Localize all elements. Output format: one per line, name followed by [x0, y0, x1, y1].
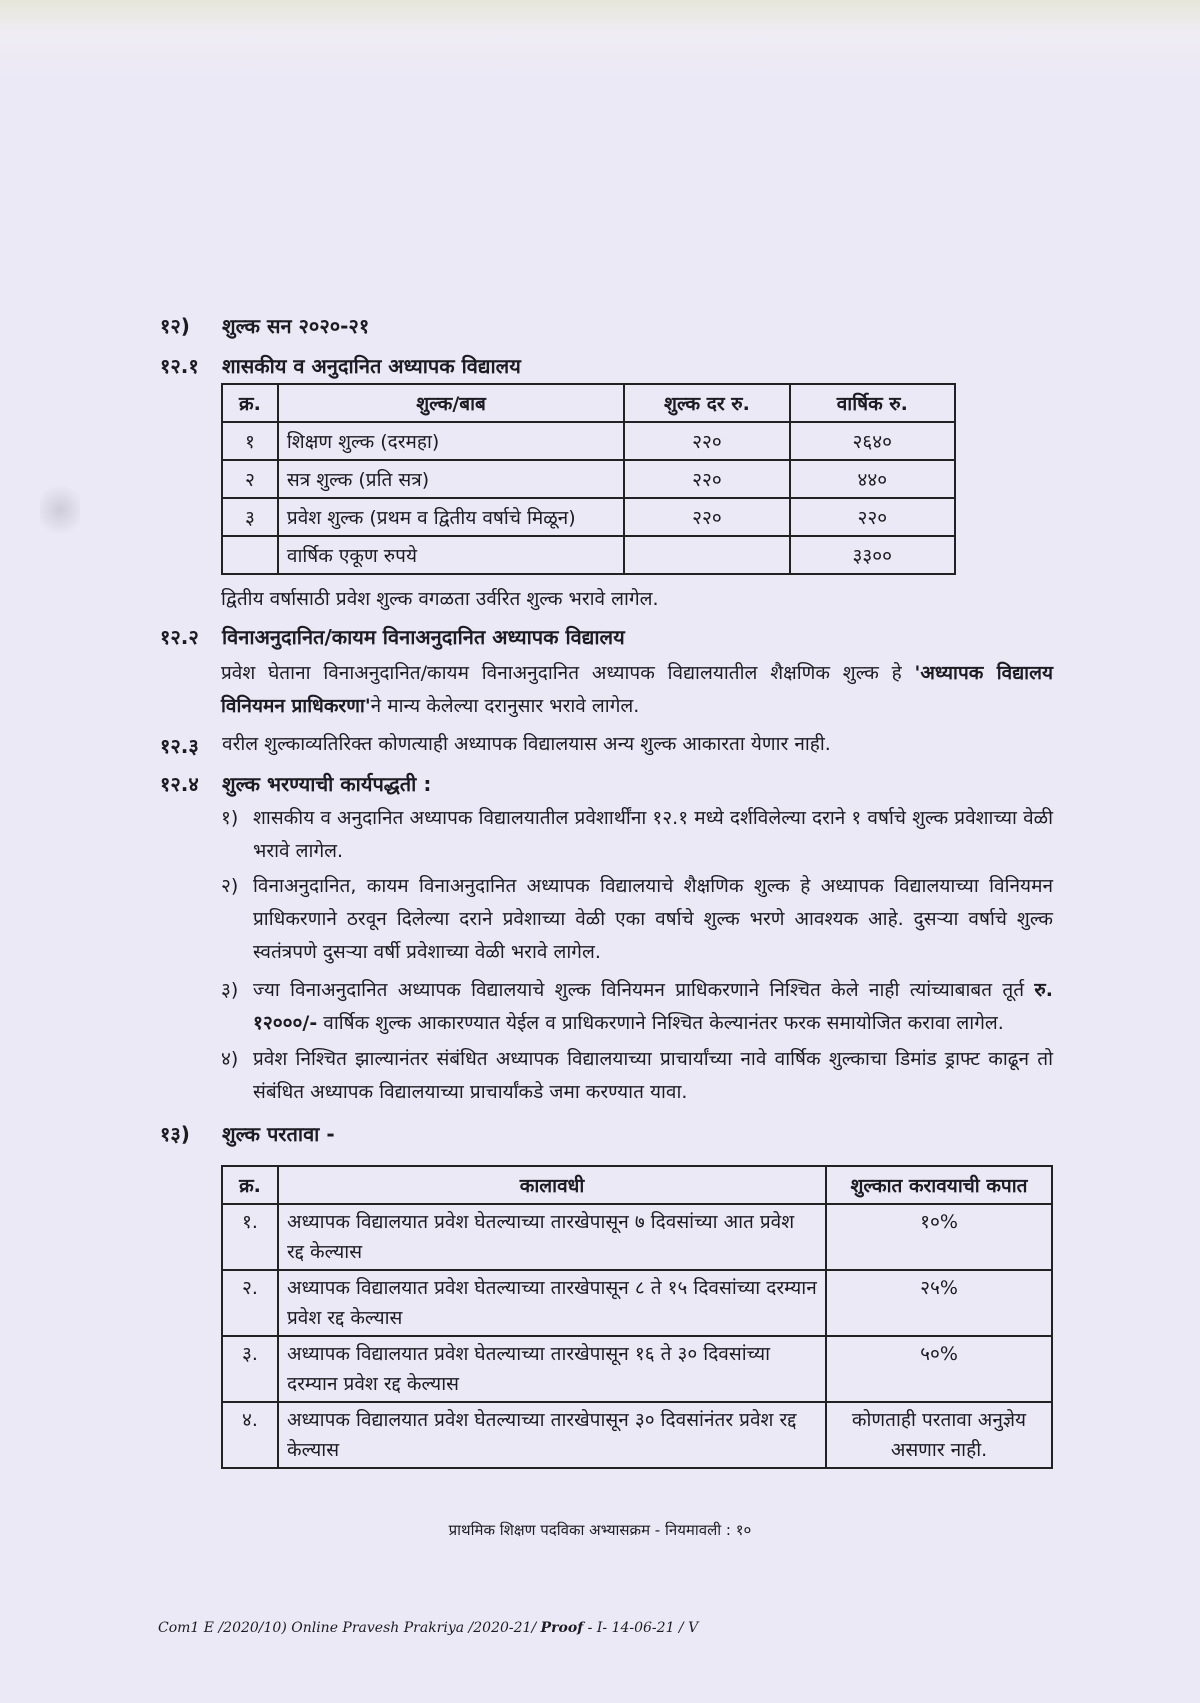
refund-cell: २. [222, 1270, 278, 1336]
table-row [222, 1204, 1052, 1270]
list-item [253, 974, 1053, 1040]
text-part: प्रवेश घेताना विनाअनुदानित/कायम विनाअनुदानित अध्यापक विद्यालयातील शैक्षणिक शुल्क हे [221, 662, 915, 684]
refund-cell: ५०% [826, 1336, 1052, 1402]
section-13-number: १३) [160, 1122, 190, 1146]
fee-cell [222, 536, 278, 574]
section-12-3-text: वरील शुल्काव्यतिरिक्त कोणत्याही अध्यापक विद्यालयास अन्य शुल्क आकारता येणार नाही. [222, 733, 831, 755]
table-row [222, 1336, 1052, 1402]
section-12-3-number: १२.३ [160, 734, 199, 758]
table-row [222, 422, 955, 460]
section-12-2-text [221, 657, 1053, 723]
table-row [222, 1402, 1052, 1468]
list-item-number: १) [221, 807, 239, 829]
fee-table-header-row [222, 384, 955, 422]
table-row [222, 460, 955, 498]
refund-table-header-row [222, 1166, 1052, 1204]
fee-cell: ३ [222, 498, 278, 536]
authority-name: 'अध्यापक विद्यालय विनियमन प्राधिकरणा' [221, 662, 1053, 717]
fee-cell: ३३०० [790, 536, 955, 574]
fee-cell: २ [222, 460, 278, 498]
refund-cell: अध्यापक विद्यालयात प्रवेश घेतल्याच्या तारखेपासून ७ दिवसांच्या आत प्रवेश रद्द केल्यास [278, 1204, 826, 1270]
fee-cell: १ [222, 422, 278, 460]
refund-cell: १०% [826, 1204, 1052, 1270]
fee-cell [624, 536, 789, 574]
section-12-4-title: शुल्क भरण्याची कार्यपद्धती : [222, 772, 432, 796]
list-item-number: २) [221, 875, 239, 897]
list-item: विनाअनुदानित, कायम विनाअनुदानित अध्यापक विद्यालयाचे शैक्षणिक शुल्क हे अध्यापक विद्यालयाच्या विनियमन प्राधिकरणाने ठरवून दिलेल्या दराने प्रवेशाच्या वेळी एका वर्षाचे शुल्क भरणे आवश्यक आहे. दुसऱ्या वर्षाचे शुल्क स्वतंत्रपणे दुसऱ्या वर्षी प्रवेशाच्या वेळी भरावे लागेल. [253, 875, 1053, 963]
refund-table [221, 1165, 1053, 1469]
list-item: शासकीय व अनुदानित अध्यापक विद्यालयातील प्रवेशार्थींना १२.१ मध्ये दर्शविलेल्या दराने १ वर्षाचे शुल्क प्रवेशाच्या वेळी भरावे लागेल. [253, 807, 1053, 862]
proof-label: Proof [540, 1620, 584, 1636]
fee-table [221, 383, 956, 575]
refund-cell: अध्यापक विद्यालयात प्रवेश घेतल्याच्या तारखेपासून ३० दिवसांनंतर प्रवेश रद्द केल्यास [278, 1402, 826, 1468]
fee-amount: रु. १२०००/- [253, 979, 1053, 1034]
text-part: Com1 E /2020/10) Online Pravesh Prakriya /2020-21/ [158, 1620, 541, 1636]
table-row [222, 498, 955, 536]
fee-table-header: शुल्क दर रु. [624, 384, 789, 422]
refund-cell: १. [222, 1204, 278, 1270]
refund-cell: अध्यापक विद्यालयात प्रवेश घेतल्याच्या तारखेपासून ८ ते १५ दिवसांच्या दरम्यान प्रवेश रद्द केल्यास [278, 1270, 826, 1336]
fee-table-header: वार्षिक रु. [790, 384, 955, 422]
section-12-1-title: शासकीय व अनुदानित अध्यापक विद्यालय [222, 354, 521, 378]
fee-cell: २२० [624, 422, 789, 460]
refund-cell: कोणताही परतावा अनुज्ञेय असणार नाही. [826, 1402, 1052, 1468]
refund-table-header: क्र. [222, 1166, 278, 1204]
table-row-total [222, 536, 955, 574]
refund-cell: २५% [826, 1270, 1052, 1336]
section-12-number: १२) [160, 314, 190, 338]
refund-cell: ४. [222, 1402, 278, 1468]
list-item: प्रवेश निश्चित झाल्यानंतर संबंधित अध्यापक विद्यालयाच्या प्राचार्यांच्या नावे वार्षिक शुल्काचा डिमांड ड्राफ्ट काढून तो संबंधित अध्यापक विद्यालयाच्या प्राचार्यांकडे जमा करण्यात यावा. [253, 1048, 1053, 1103]
refund-table-header: कालावधी [278, 1166, 826, 1204]
refund-cell: अध्यापक विद्यालयात प्रवेश घेतल्याच्या तारखेपासून १६ ते ३० दिवसांच्या दरम्यान प्रवेश रद्द केल्यास [278, 1336, 826, 1402]
page-footer: प्राथमिक शिक्षण पदविका अभ्यासक्रम - नियमावली : १० [448, 1521, 752, 1539]
proof-line [158, 1620, 698, 1636]
fee-cell: २२० [624, 498, 789, 536]
list-item-number: ३) [221, 979, 239, 1001]
refund-table-header: शुल्कात करावयाची कपात [826, 1166, 1052, 1204]
fee-cell: सत्र शुल्क (प्रति सत्र) [278, 460, 624, 498]
section-12-2-number: १२.२ [160, 625, 199, 649]
fee-table-note: द्वितीय वर्षासाठी प्रवेश शुल्क वगळता उर्वरित शुल्क भरावे लागेल. [221, 588, 659, 610]
refund-cell: ३. [222, 1336, 278, 1402]
section-13-title: शुल्क परतावा - [222, 1122, 335, 1146]
text-part: - I- 14-06-21 / V [583, 1620, 699, 1636]
section-12-4-number: १२.४ [160, 772, 199, 796]
text-part: वार्षिक शुल्क आकारण्यात येईल व प्राधिकरणाने निश्चित केल्यानंतर फरक समायोजित करावा लागेल. [317, 1012, 1004, 1034]
section-12-1-number: १२.१ [160, 354, 199, 378]
fee-cell: ४४० [790, 460, 955, 498]
text-part: ज्या विनाअनुदानित अध्यापक विद्यालयाचे शुल्क विनियमन प्राधिकरणाने निश्चित केले नाही त्यांच्याबाबत तूर्त [253, 979, 1035, 1001]
fee-table-header: शुल्क/बाब [278, 384, 624, 422]
table-row [222, 1270, 1052, 1336]
fee-cell: शिक्षण शुल्क (दरमहा) [278, 422, 624, 460]
fee-cell: प्रवेश शुल्क (प्रथम व द्वितीय वर्षाचे मिळून) [278, 498, 624, 536]
list-item-number: ४) [221, 1048, 239, 1070]
text-part: ने मान्य केलेल्या दरानुसार भरावे लागेल. [370, 695, 640, 717]
section-12-2-title: विनाअनुदानित/कायम विनाअनुदानित अध्यापक विद्यालय [222, 625, 625, 649]
fee-cell: २२० [624, 460, 789, 498]
fee-cell: २६४० [790, 422, 955, 460]
fee-cell: वार्षिक एकूण रुपये [278, 536, 624, 574]
section-12-title: शुल्क सन २०२०-२१ [222, 314, 370, 338]
fee-table-header: क्र. [222, 384, 278, 422]
fee-cell: २२० [790, 498, 955, 536]
